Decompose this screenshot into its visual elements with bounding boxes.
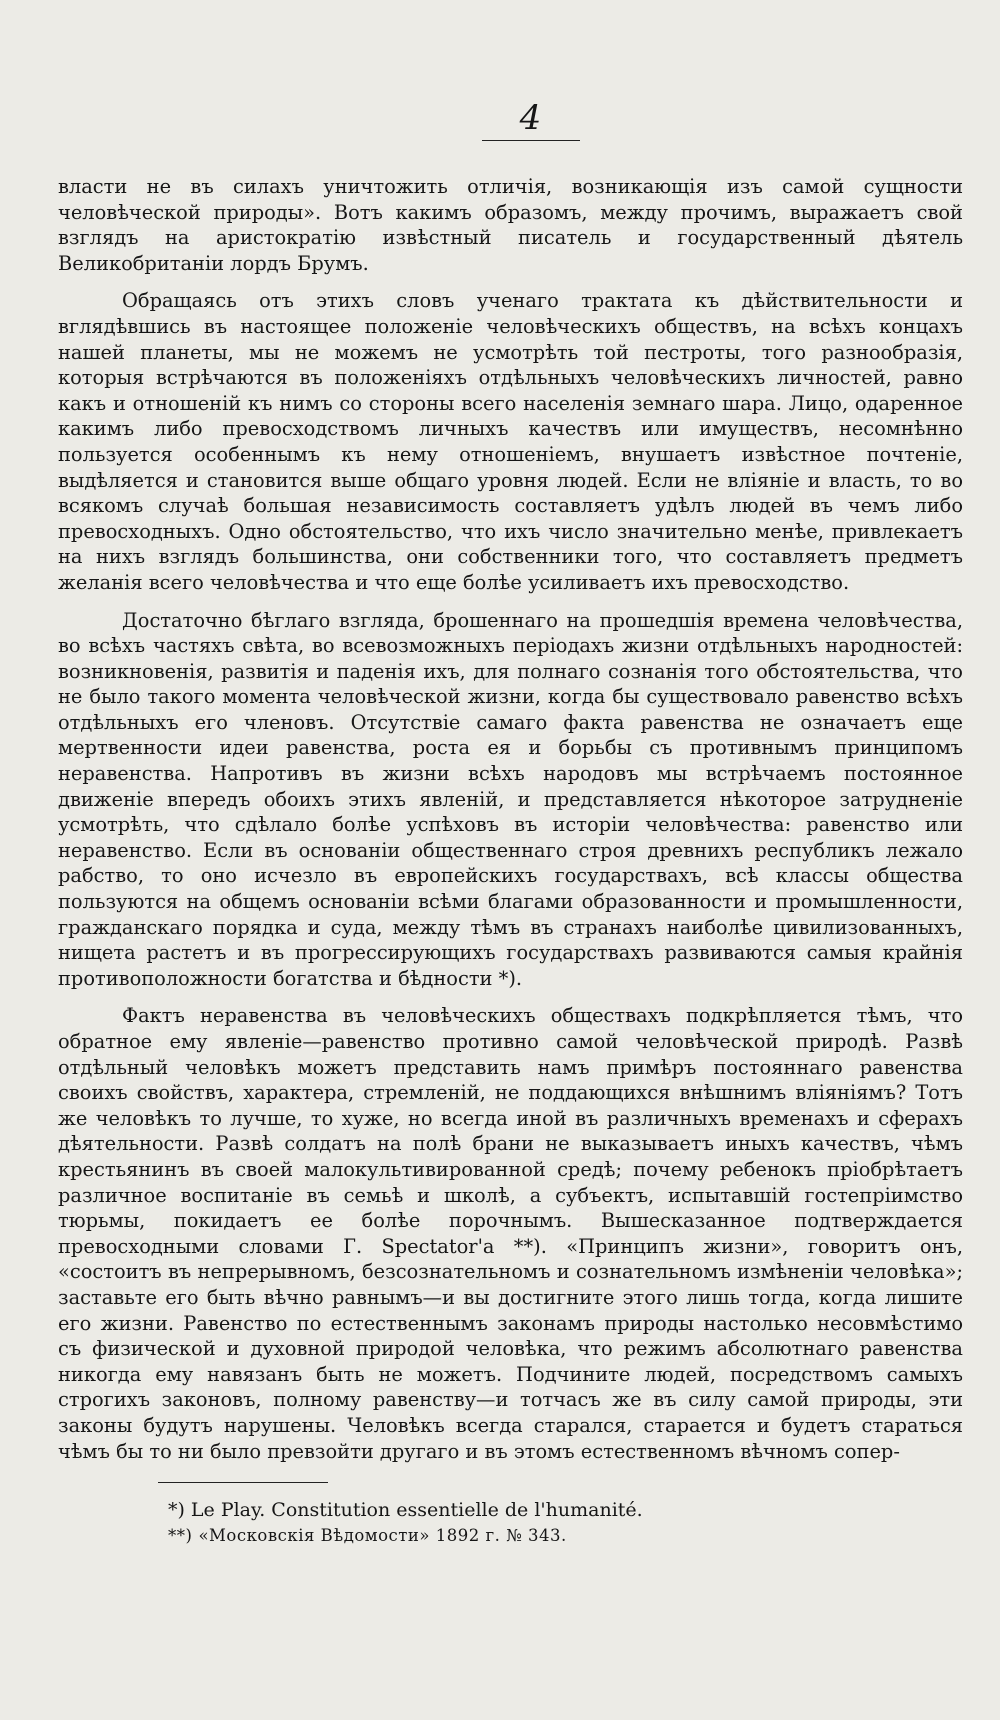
- footnote: [168, 1523, 963, 1549]
- body-text: [58, 174, 963, 1464]
- paragraph: Фактъ неравенства въ человѣческихъ обществахъ подкрѣпляется тѣмъ, что обратное ему явленіе—равенство противно самой человѣческой природѣ. Развѣ отдѣльный человѣкъ можетъ представить намъ примѣръ постояннаго равенства своихъ свойствъ, характера, стремленій, не поддающихся внѣшнимъ вліяніямъ? Тотъ же человѣкъ то лучше, то хуже, но всегда иной въ различныхъ временахъ и сферахъ дѣятельности. Развѣ солдатъ на полѣ брани не выказываетъ иныхъ качествъ, чѣмъ крестьянинъ въ своей малокультивированной средѣ; почему ребенокъ пріобрѣтаетъ различное воспитаніе въ семьѣ и школѣ, а субъектъ, испытавшій гостепріимство тюрьмы, покидаетъ ее болѣе порочнымъ. Вышесказанное подтверждается превосходными словами Г. Spectator'а **). «Принципъ жизни», говоритъ онъ, «состоитъ въ непрерывномъ, безсознательномъ и сознательномъ измѣненіи человѣка»; заставьте его быть вѣчно равнымъ—и вы достигните этого лишь тогда, когда лишите его жизни. Равенство по естественнымъ законамъ природы настолько несовмѣстимо съ физической и духовной природой человѣка, что режимъ абсолютнаго равенства никогда ему навязанъ быть не можетъ. Подчините людей, посредствомъ самыхъ строгихъ законовъ, полному равенству—и тотчасъ же въ силу самой природы, эти законы будутъ нарушены. Человѣкъ всегда старался, старается и будетъ стараться чѣмъ бы то ни было превзойти другаго и въ этомъ естественномъ вѣчномъ сопер-: [58, 1004, 963, 1463]
- footnote-marker: *): [168, 1499, 185, 1522]
- footnote-marker: **): [168, 1526, 193, 1546]
- footnote-text: «Московскія Вѣдомости» 1892 г. № 343.: [198, 1526, 567, 1546]
- book-page: [58, 100, 963, 1700]
- footnotes: [58, 1497, 963, 1549]
- paragraph: власти не въ силахъ уничтожить отличія, возникающія изъ самой сущности человѣческой природы». Вотъ какимъ образомъ, между прочимъ, выражаетъ свой взглядъ на аристократію извѣстный писатель и государственный дѣятель Великобританіи лордъ Брумъ.: [58, 175, 963, 275]
- page-number-rule: [482, 140, 580, 144]
- footnote-rule: [158, 1482, 328, 1483]
- paragraph: Обращаясь отъ этихъ словъ ученаго трактата къ дѣйствительности и вглядѣвшись въ настоящее положеніе человѣческихъ обществъ, на всѣхъ концахъ нашей планеты, мы не можемъ не усмотрѣть той пестроты, того разнообразія, которыя встрѣчаются въ положеніяхъ отдѣльныхъ человѣческихъ личностей, равно какъ и отношеній къ нимъ со стороны всего населенія земнаго шара. Лицо, одаренное какимъ либо превосходствомъ личныхъ качествъ или имуществъ, несомнѣнно пользуется особеннымъ къ нему отношеніемъ, внушаетъ извѣстное почтеніе, выдѣляется и становится выше общаго уровня людей. Если не вліяніе и власть, то во всякомъ случаѣ большая независимость составляетъ удѣлъ людей въ чемъ либо превосходныхъ. Одно обстоятельство, что ихъ число значительно менѣе, привлекаетъ на нихъ взглядъ большинства, они собственники того, что составляетъ предметъ желанія всего человѣчества и что еще болѣе усиливаетъ ихъ превосходство.: [58, 289, 963, 594]
- footnote: [168, 1497, 963, 1523]
- page-number: 4: [519, 98, 542, 138]
- paragraph: Достаточно бѣглаго взгляда, брошеннаго на прошедшія времена человѣчества, во всѣхъ частяхъ свѣта, во всевозможныхъ періодахъ жизни отдѣльныхъ народностей: возникновенія, развитія и паденія ихъ, для полнаго сознанія того обстоятельства, что не было такого момента человѣческой жизни, когда бы существовало равенство всѣхъ отдѣльныхъ его членовъ. Отсутствіе самаго факта равенства не означаетъ еще мертвенности идеи равенства, роста ея и борьбы съ противнымъ принципомъ неравенства. Напротивъ въ жизни всѣхъ народовъ мы встрѣчаемъ постоянное движеніе впередъ обоихъ этихъ явленій, и представляется нѣкоторое затрудненіе усмотрѣть, что сдѣлало болѣе успѣховъ въ исторіи человѣчества: равенство или неравенство. Если въ основаніи общественнаго строя древнихъ республикъ лежало рабство, то оно исчезло въ европейскихъ государствахъ, всѣ классы общества пользуются на общемъ основаніи всѣми благами образованности и промышленности, гражданскаго порядка и суда, между тѣмъ въ странахъ наиболѣе цивилизованныхъ, нищета растетъ и въ прогрессирующихъ государствахъ развиваются самыя крайнія противоположности богатства и бѣдности *).: [58, 608, 963, 990]
- footnote-text: Le Play. Constitution essentielle de l'humanité.: [190, 1499, 643, 1522]
